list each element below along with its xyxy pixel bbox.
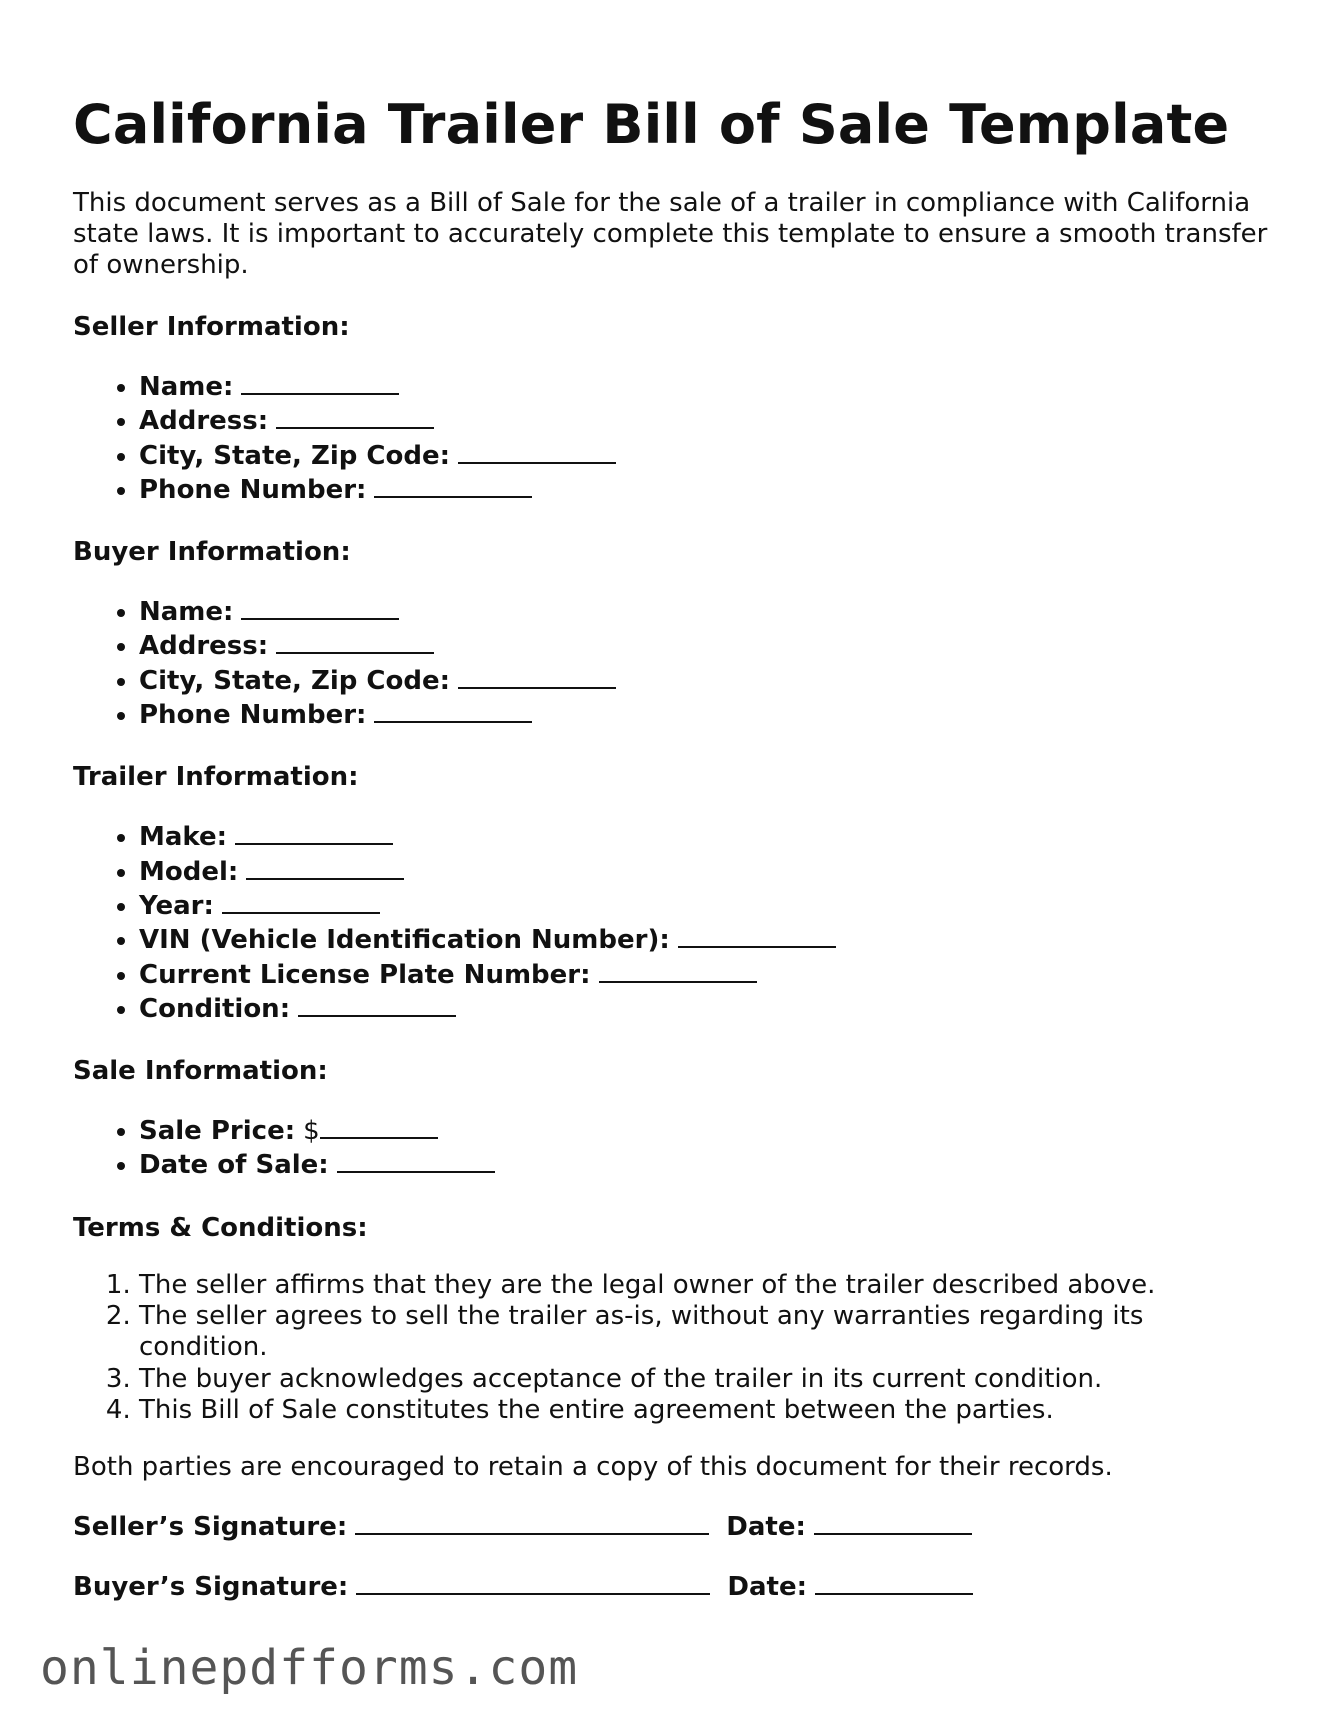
trailer-condition-item: [139, 991, 1273, 1025]
seller-city-item: [139, 438, 1273, 472]
document-page: [73, 92, 1273, 1603]
seller-name-item: [139, 369, 1273, 403]
buyer-name-item: [139, 594, 1273, 628]
sale-price-blank[interactable]: [320, 1113, 438, 1139]
seller-fields-list: [73, 369, 1273, 506]
field-label: Address:: [139, 631, 269, 662]
seller-city-blank[interactable]: [458, 438, 616, 464]
watermark-text: onlinepdfforms.com: [40, 1640, 579, 1696]
trailer-vin-item: [139, 922, 1273, 956]
currency-symbol: $: [303, 1116, 320, 1147]
terms-section-heading: Terms & Conditions:: [73, 1212, 368, 1243]
field-label: VIN (Vehicle Identification Number):: [139, 925, 670, 956]
buyer-signature-label: Buyer’s Signature:: [73, 1572, 349, 1603]
field-label: Current License Plate Number:: [139, 959, 591, 990]
buyer-date-blank[interactable]: [815, 1569, 973, 1595]
buyer-address-blank[interactable]: [276, 628, 434, 654]
terms-list: [73, 1270, 1273, 1426]
field-label: City, State, Zip Code:: [139, 440, 450, 471]
buyer-name-blank[interactable]: [241, 594, 399, 620]
seller-address-item: [139, 403, 1273, 437]
trailer-condition-blank[interactable]: [298, 991, 456, 1017]
field-label: Name:: [139, 372, 234, 402]
sale-fields-list: [73, 1113, 1273, 1182]
seller-name-blank[interactable]: [241, 369, 399, 395]
seller-section-heading: Seller Information:: [73, 312, 350, 342]
field-label: Make:: [139, 822, 228, 853]
seller-phone-blank[interactable]: [374, 472, 532, 498]
sale-date-item: [139, 1147, 1273, 1181]
trailer-model-blank[interactable]: [246, 854, 404, 880]
trailer-year-item: [139, 888, 1273, 922]
buyer-phone-blank[interactable]: [374, 697, 532, 723]
terms-item: 3. The buyer acknowledges acceptance of the trailer in its current condition.: [139, 1364, 1273, 1395]
buyer-fields-list: [73, 594, 1273, 731]
trailer-section-heading: Trailer Information:: [73, 762, 359, 793]
seller-signature-blank[interactable]: [355, 1509, 709, 1535]
buyer-phone-item: [139, 697, 1273, 731]
seller-date-label: Date:: [726, 1512, 806, 1543]
field-label: Phone Number:: [139, 474, 367, 505]
field-label: Phone Number:: [139, 700, 367, 731]
trailer-plate-blank[interactable]: [599, 957, 757, 983]
seller-date-blank[interactable]: [814, 1509, 972, 1535]
buyer-address-item: [139, 628, 1273, 662]
field-label: Condition:: [139, 993, 291, 1024]
buyer-date-label: Date:: [727, 1572, 807, 1603]
intro-paragraph: This document serves as a Bill of Sale for the sale of a trailer in compliance with California state laws. It is important to accurately complete this template to ensure a smooth transfer of ownership.: [73, 188, 1268, 280]
trailer-make-item: [139, 819, 1273, 853]
field-label: City, State, Zip Code:: [139, 665, 450, 696]
trailer-make-blank[interactable]: [235, 819, 393, 845]
field-label: Date of Sale:: [139, 1150, 329, 1181]
field-label: Address:: [139, 406, 269, 437]
buyer-section-heading: Buyer Information:: [73, 537, 351, 568]
field-label: Model:: [139, 856, 239, 887]
retain-copy-note: Both parties are encouraged to retain a copy of this document for their records.: [73, 1452, 1113, 1483]
sale-section-heading: Sale Information:: [73, 1056, 328, 1087]
seller-signature-line: [73, 1509, 1273, 1543]
field-label: Name:: [139, 597, 234, 628]
document-title: California Trailer Bill of Sale Template: [73, 93, 1230, 156]
buyer-city-item: [139, 663, 1273, 697]
trailer-vin-blank[interactable]: [678, 922, 836, 948]
seller-phone-item: [139, 472, 1273, 506]
trailer-year-blank[interactable]: [222, 888, 380, 914]
buyer-city-blank[interactable]: [458, 663, 616, 689]
seller-signature-label: Seller’s Signature:: [73, 1512, 348, 1543]
trailer-fields-list: [73, 819, 1273, 1025]
terms-item: 2. The seller agrees to sell the trailer as-is, without any warranties regarding its condition.: [139, 1301, 1273, 1364]
sale-price-item: [139, 1113, 1273, 1147]
seller-address-blank[interactable]: [276, 403, 434, 429]
buyer-signature-line: [73, 1569, 1273, 1603]
field-label: Sale Price:: [139, 1116, 296, 1147]
trailer-plate-item: [139, 957, 1273, 991]
field-label: Year:: [139, 890, 214, 921]
trailer-model-item: [139, 854, 1273, 888]
buyer-signature-blank[interactable]: [356, 1569, 710, 1595]
sale-date-blank[interactable]: [337, 1147, 495, 1173]
terms-item: 4. This Bill of Sale constitutes the entire agreement between the parties.: [139, 1395, 1273, 1426]
terms-item: 1. The seller affirms that they are the legal owner of the trailer described above.: [139, 1270, 1273, 1301]
